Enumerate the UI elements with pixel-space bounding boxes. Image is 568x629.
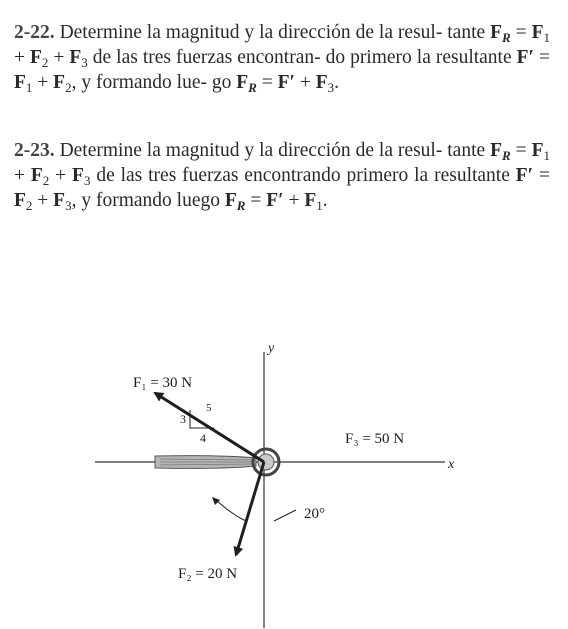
problem-text-c: , y formando luego <box>71 190 220 211</box>
y-axis-label: y <box>268 341 275 356</box>
slope-hyp: 5 <box>206 402 212 414</box>
equation-fr: $F_R = F_1 + F_2 + F_3$ <box>14 140 550 188</box>
f2-label: F₂ = 20 N <box>178 566 238 582</box>
f2-arrow <box>236 462 264 555</box>
slope-run: 4 <box>200 431 206 445</box>
problem-text-b: de las tres fuerzas encontran- do primero la resultante <box>92 47 512 68</box>
x-axis-label: x <box>448 457 455 472</box>
angle-leader <box>274 510 296 521</box>
equation-fprime: $F' = F_2 + F_3$ <box>14 165 551 213</box>
slope-rise: 3 <box>180 412 186 426</box>
equation-fr: $F_R = F_1 + F_2 + F_3$ <box>14 22 550 70</box>
problem-text-a: Determine la magnitud y la dirección de la resul- tante <box>59 140 486 161</box>
f3-label: F₃ = 50 N <box>345 431 405 447</box>
angle-label: 20° <box>304 506 325 522</box>
problem-text-a: Determine la magnitud y la dirección de la resul- tante <box>59 22 486 43</box>
equation-final: $F_R = F' + F_3$. <box>236 72 340 95</box>
f1-label: F₁ = 30 N <box>133 375 193 391</box>
problem-text-b: de las tres fuerzas encontrando primero la resultante <box>96 165 510 186</box>
problem-text-c: , y formando lue- go <box>71 72 232 93</box>
equation-fprime: $F' = F_1 + F_2$ <box>14 47 551 95</box>
problem-number: 2-23. <box>14 140 55 161</box>
problem-number: 2-22. <box>14 22 55 43</box>
angle-arc <box>217 501 246 521</box>
equation-final: $F_R = F' + F_1$. <box>224 190 328 213</box>
